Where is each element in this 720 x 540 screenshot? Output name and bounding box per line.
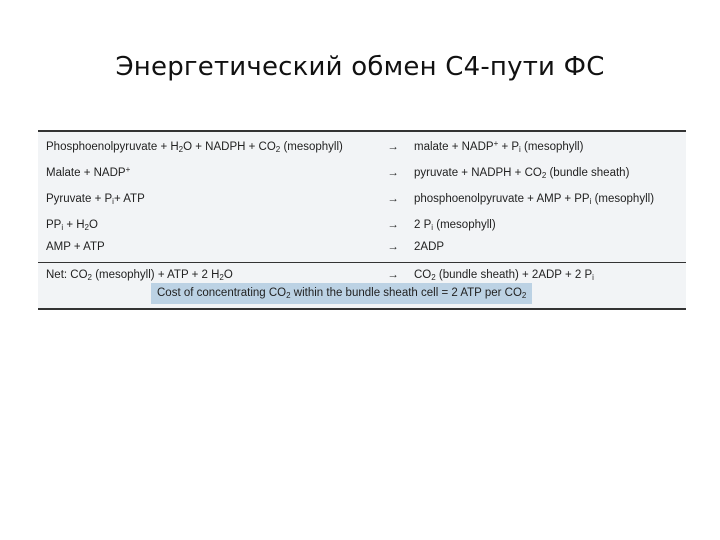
reaction-arrow: → [387,141,399,153]
page-title: Энергетический обмен С4-пути ФС [115,52,605,82]
reaction-rhs: 2 $P_i$ (mesophyll) [414,219,496,232]
reaction-arrow: → [387,167,399,179]
reaction-lhs: Pyruvate + $P_i+$ ATP [46,193,145,206]
reaction-arrow: → [387,219,399,231]
reaction-arrow: → [387,269,399,281]
reaction-rhs: malate + NADP+ + $P_i$ (mesophyll) [414,139,584,154]
reaction-arrow: → [387,193,399,205]
reaction-lhs: Malate + NADP+ [46,165,131,179]
reaction-lhs: AMP + ATP [46,241,105,253]
cost-note: Cost of concentrating $CO_2$ within the bundle sheath cell = 2 ATP per $CO_2$ [151,283,532,304]
net-lhs: Net: $CO_2$ (mesophyll) + ATP + 2 $H_2O$ [46,269,233,282]
reaction-row-pyruvate-phosphorylation [38,188,686,210]
net-rhs: $CO_2$ (bundle sheath) + 2ADP + 2 $P_i$ [414,269,594,282]
reaction-table [38,130,686,310]
reaction-row-malate-decarboxylation [38,162,686,184]
reaction-row-ppi-hydrolysis [38,214,686,236]
table-top-rule [38,130,686,132]
reaction-rhs: phosphoenolpyruvate + AMP + $PP_i$ (mesophyll) [414,193,655,206]
table-bottom-rule [38,308,686,310]
reaction-lhs: $PP_i + H_2O$ [46,219,98,232]
table-net-rule [38,262,686,263]
reaction-rhs: pyruvate + NADPH + $CO_2$ (bundle sheath) [414,167,630,180]
reaction-rhs: 2ADP [414,241,445,253]
reaction-lhs: Phosphoenolpyruvate + $H_2O$ + NADPH + $CO_2$ (mesophyll) [46,141,343,154]
reaction-row-adenylate-kinase [38,236,686,258]
reaction-arrow: → [387,241,399,253]
reaction-row-pep-carboxylation [38,136,686,158]
